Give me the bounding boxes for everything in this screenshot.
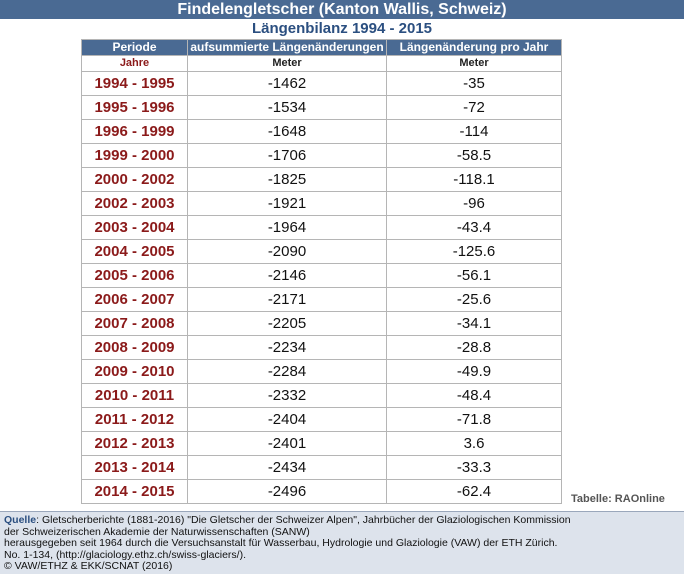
units-row (82, 56, 562, 72)
row-annual: -35 (387, 72, 562, 96)
row-period: 2002 - 2003 (82, 192, 188, 216)
row-cumulative: -2171 (188, 288, 387, 312)
row-period: 1999 - 2000 (82, 144, 188, 168)
footer-line-4: No. 1-134, (http://glaciology.ethz.ch/swiss-glaciers/). (4, 548, 246, 561)
row-cumulative: -2404 (188, 408, 387, 432)
row-cumulative: -2496 (188, 480, 387, 504)
row-cumulative: -1921 (188, 192, 387, 216)
unit-meter-cumulative: Meter (188, 56, 387, 72)
table-row (82, 456, 562, 480)
row-cumulative: -2090 (188, 240, 387, 264)
row-period: 2008 - 2009 (82, 336, 188, 360)
row-annual: -125.6 (387, 240, 562, 264)
page-title: Findelengletscher (Kanton Wallis, Schweiz) (0, 0, 684, 19)
row-cumulative: -2332 (188, 384, 387, 408)
footer-copyright: © VAW/ETHZ & EKK/SCNAT (2016) (4, 560, 173, 573)
row-cumulative: -1462 (188, 72, 387, 96)
table-row (82, 408, 562, 432)
row-period: 2012 - 2013 (82, 432, 188, 456)
row-cumulative: -1706 (188, 144, 387, 168)
header-period: Periode (82, 40, 188, 56)
row-period: 2010 - 2011 (82, 384, 188, 408)
table-row (82, 120, 562, 144)
table-row (82, 336, 562, 360)
row-annual: -62.4 (387, 480, 562, 504)
row-cumulative: -1534 (188, 96, 387, 120)
row-period: 1996 - 1999 (82, 120, 188, 144)
row-period: 2000 - 2002 (82, 168, 188, 192)
table-row (82, 480, 562, 504)
footer-line-3: herausgegeben seit 1964 durch die Versuchsanstalt für Wasserbau, Hydrologie und Glaziologie (VAW) der ETH Zürich. (4, 537, 558, 550)
unit-jahre: Jahre (82, 56, 188, 72)
table-row (82, 432, 562, 456)
table-row (82, 144, 562, 168)
glacier-length-table (81, 39, 562, 504)
row-annual: -48.4 (387, 384, 562, 408)
footer-line-1 (4, 515, 680, 527)
row-annual: -34.1 (387, 312, 562, 336)
table-row (82, 216, 562, 240)
source-label: Quelle (4, 514, 37, 526)
row-annual: -33.3 (387, 456, 562, 480)
row-period: 2004 - 2005 (82, 240, 188, 264)
row-annual: -71.8 (387, 408, 562, 432)
row-cumulative: -2205 (188, 312, 387, 336)
row-annual: -56.1 (387, 264, 562, 288)
row-period: 2009 - 2010 (82, 360, 188, 384)
row-cumulative: -2434 (188, 456, 387, 480)
table-row (82, 264, 562, 288)
row-period: 1994 - 1995 (82, 72, 188, 96)
row-annual: -43.4 (387, 216, 562, 240)
table-body (82, 72, 562, 504)
row-annual: -72 (387, 96, 562, 120)
footer-line-2: der Schweizerischen Akademie der Naturwissenschaften (SANW) (4, 525, 310, 538)
row-period: 2014 - 2015 (82, 480, 188, 504)
table-row (82, 384, 562, 408)
row-cumulative: -2401 (188, 432, 387, 456)
row-cumulative: -1825 (188, 168, 387, 192)
row-annual: -58.5 (387, 144, 562, 168)
table-row (82, 312, 562, 336)
row-annual: -96 (387, 192, 562, 216)
header-row (82, 40, 562, 56)
header-cumulative: aufsummierte Längenänderungen (188, 40, 387, 56)
table-row (82, 288, 562, 312)
table-row (82, 192, 562, 216)
row-period: 2013 - 2014 (82, 456, 188, 480)
source-footer (0, 511, 684, 574)
table-row (82, 96, 562, 120)
row-annual: -114 (387, 120, 562, 144)
page-subtitle: Längenbilanz 1994 - 2015 (251, 20, 433, 37)
header-annual: Längenänderung pro Jahr (387, 40, 562, 56)
table-row (82, 360, 562, 384)
unit-meter-annual: Meter (387, 56, 562, 72)
row-period: 1995 - 1996 (82, 96, 188, 120)
table-row (82, 72, 562, 96)
table-credit: Tabelle: RAOnline (571, 493, 665, 505)
row-period: 2007 - 2008 (82, 312, 188, 336)
row-annual: 3.6 (387, 432, 562, 456)
row-cumulative: -2234 (188, 336, 387, 360)
row-annual: -49.9 (387, 360, 562, 384)
row-annual: -28.8 (387, 336, 562, 360)
row-cumulative: -1648 (188, 120, 387, 144)
table-row (82, 168, 562, 192)
row-period: 2005 - 2006 (82, 264, 188, 288)
row-period: 2011 - 2012 (82, 408, 188, 432)
table-row (82, 240, 562, 264)
row-annual: -25.6 (387, 288, 562, 312)
row-period: 2006 - 2007 (82, 288, 188, 312)
row-annual: -118.1 (387, 168, 562, 192)
row-cumulative: -2284 (188, 360, 387, 384)
source-text: : Gletscherberichte (1881-2016) "Die Gletscher der Schweizer Alpen", Jahrbücher der Glaziologischen Kommission (36, 514, 571, 526)
row-period: 2003 - 2004 (82, 216, 188, 240)
row-cumulative: -2146 (188, 264, 387, 288)
row-cumulative: -1964 (188, 216, 387, 240)
